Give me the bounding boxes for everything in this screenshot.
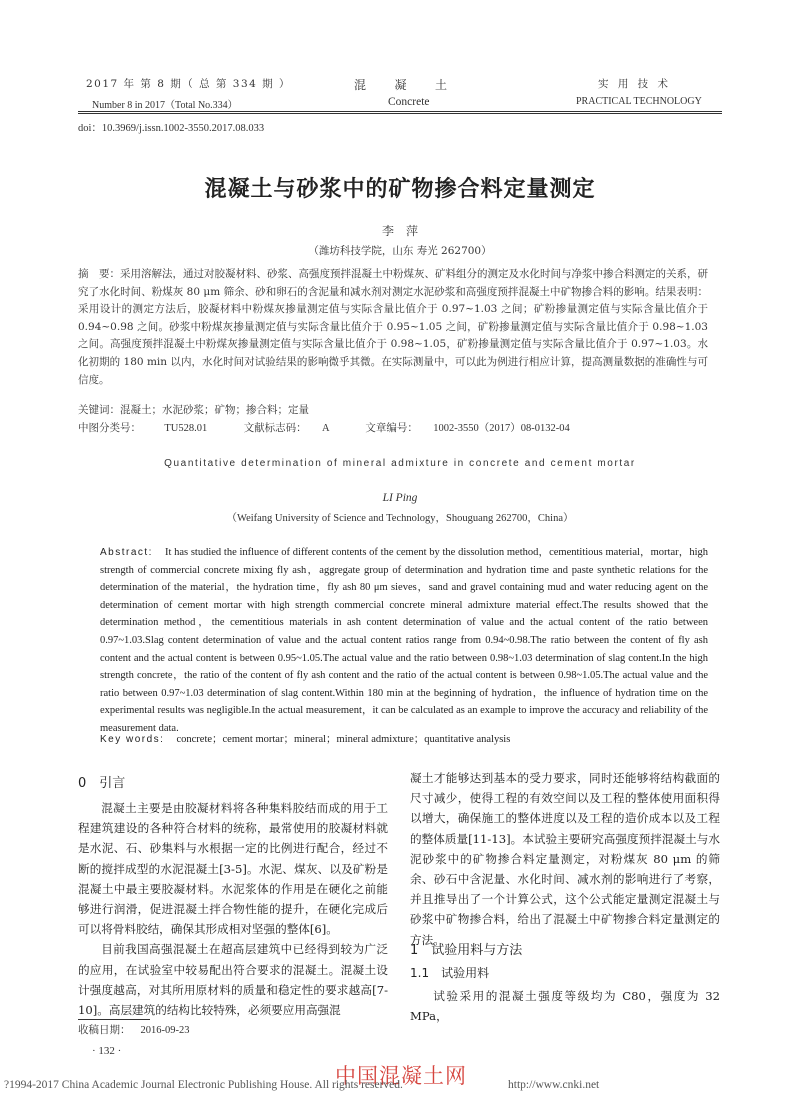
issue-number-cn: 2017 年 第 8 期（ 总 第 334 期 ） <box>86 78 291 90</box>
keywords-en-text: concrete；cement mortar；mineral；mineral admixture；quantitative analysis <box>176 734 511 745</box>
intro-paragraph-2: 目前我国高强混凝土在超高层建筑中已经得到较为广泛的应用，在试验室中较易配出符合要求的混凝土。混凝土设计强度越高，对其所用原材料的质量和稳定性的要求越高[7-10]。高层建筑的结构比较特殊，必须要应用高强混 <box>78 942 388 1018</box>
article-number-label: 文章编号： <box>365 422 418 434</box>
intro-paragraph-continued: 凝土才能够达到基本的受力要求，同时还能够将结构截面的尺寸减少，使得工程的有效空间以及工程的整体使用面积得以增大，确保施工的整体进度以及工程的造价成本以及工程的整体质量[11-13]。本试验主要研究高强度预拌混凝土与水泥砂浆中的矿物掺合料定量测定，对粉煤灰 80 μm 的筛余、砂石中含泥量、水化时间、减水剂的影响进行了考察，并且推导出了一个计算公式，这个公式能定量测定混凝土与砂浆中矿物掺合料，给出了混凝土中矿物掺合料定量测定的方法。 <box>410 771 720 947</box>
intro-paragraph-1: 混凝土主要是由胶凝材料将各种集料胶结而成的用于工程建筑建设的各种符合材料的统称，最常使用的胶凝材料就是水泥、石、砂集料与水根据一定的比例进行配合，经过不断的搅拌成型的水泥混凝土[3-5]。水泥、煤灰、以及矿粉是混凝土中最主要胶凝材料。水泥浆体的作用是在硬化之前能够进行润滑，促进混凝土拌合物性能的提升，在硬化完成后可以将骨料胶结，确保其形成相对坚强的整体[6]。 <box>78 801 388 937</box>
materials-paragraph-wrap <box>410 986 720 1026</box>
footnote-rule <box>78 1019 150 1020</box>
journal-name-cn: 混 凝 土 <box>354 78 449 92</box>
abstract-cn-label: 摘 要： <box>78 268 120 280</box>
doc-code-value: A <box>322 423 330 434</box>
abstract-en-label: Abstract: <box>100 547 153 558</box>
doi: doi：10.3969/j.issn.1002-3550.2017.08.033 <box>78 123 265 134</box>
section-0-heading: 0 引言 <box>78 776 126 791</box>
clc-value: TU528.01 <box>164 423 208 434</box>
doc-code-label: 文献标志码： <box>243 422 307 434</box>
paper-title-en: Quantitative determination of mineral admixture in concrete and cement mortar <box>164 458 636 469</box>
classification-line <box>78 420 718 438</box>
watermark: 中国混凝土网 <box>335 1064 467 1088</box>
footer-copyright: ?1994-2017 China Academic Journal Electronic Publishing House. All rights reserved. <box>4 1079 403 1091</box>
materials-paragraph: 试验采用的混凝土强度等级均为 C80，强度为 32 MPa， <box>410 989 720 1024</box>
footer-url: http://www.cnki.net <box>508 1079 600 1091</box>
section-1-1-heading: 1.1 试验用料 <box>410 966 490 980</box>
keywords-cn <box>78 402 708 420</box>
abstract-cn <box>78 266 708 389</box>
article-number-value: 1002-3550（2017）08-0132-04 <box>433 423 570 434</box>
received-date-value: 2016-09-23 <box>140 1025 190 1036</box>
issue-number-en: Number 8 in 2017（Total No.334） <box>92 100 238 111</box>
page-number: · 132 · <box>92 1045 122 1057</box>
header-rule <box>78 111 722 112</box>
column-name-cn: 实 用 技 术 <box>598 78 672 90</box>
affiliation: （潍坊科技学院，山东 寿光 262700） <box>308 245 492 257</box>
author: 李 萍 <box>381 224 418 238</box>
column-name-en: PRACTICAL TECHNOLOGY <box>576 96 702 107</box>
abstract-en-text: It has studied the influence of different contents of the cement by the dissolution method，cementitious material，mortar，high strength of commercial concrete mixing fly ash，aggregate group of determination and hydration time and paste synthetic relations for the determination of the material，the hydration time，fly ash 80 μm sieves，sand and gravel containing mud and water reducing agent on the determination of cement mortar with high strength commercial concrete mineral admixture material effect.The results showed that the determination method，the cementitious materials in ash content determination of value and the actual content of the ratio between 0.97~1.03.Slag content determination of value and the actual content ratios range from 0.94~0.98.The ratio between the content of fly ash content and the actual content is between 0.95~1.05.The actual value and the ratio between 0.98~1.03 determination of slag content.In the high strength concrete，the ratio of the content of fly ash content and the ratio of the actual content is between 0.98~1.05.The actual value and the ratio between 0.97~1.03 determination of slag content.Within 180 min at the beginning of hydration，the influence of hydration time on the experimental results was negligible.In the actual measurement，it can be calculated as an example to improve the accuracy and reliability of the measurement data. <box>100 547 708 734</box>
received-date <box>78 1022 190 1037</box>
keywords-cn-text: 混凝土；水泥砂浆；矿物；掺合料；定量 <box>120 404 309 416</box>
header-rule-2 <box>78 113 722 114</box>
received-date-label: 收稿日期： <box>78 1024 131 1036</box>
clc-label: 中图分类号： <box>78 422 141 434</box>
right-column-body <box>410 768 720 950</box>
section-1-heading: 1 试验用料与方法 <box>410 943 523 958</box>
abstract-cn-text: 采用溶解法，通过对胶凝材料、砂浆、高强度预拌混凝土中粉煤灰、矿料组分的测定及水化时间与净浆中掺合料测定的关系，研究了水化时间、粉煤灰 80 μm 筛余、砂和卵石的含泥量和减水剂对测定水泥砂浆和高强度预拌混凝土中矿物掺合料的影响。结果表明：采用设计的测定方法后，胶凝材料中粉煤灰掺量测定值与实际含量比值介于 0.97~1.03 之间；矿粉掺量测定值与实际含量比值介于 0.94~0.98 之间。砂浆中粉煤灰掺量测定值与实际含量比值介于 0.95~1.05 之间，矿粉掺量测定值与实际含量比值介于 0.98~1.03 之间。高强度预拌混凝土中粉煤灰掺量测定值与实际含量比值介于 0.98~1.05，矿粉掺量测定值与实际含量比值介于 0.97~1.03。水化初期的 180 min 以内，水化时间对试验结果的影响微乎其微。在实际测量中，可以此为例进行相应计算，提高测量数据的准确性与可信度。 <box>78 268 708 386</box>
author-en: LI Ping <box>382 492 418 504</box>
keywords-cn-label: 关键词： <box>78 404 120 416</box>
abstract-en <box>100 544 708 738</box>
keywords-en <box>100 731 708 749</box>
journal-name-en: Concrete <box>388 96 430 108</box>
affiliation-en: （Weifang University of Science and Technology，Shouguang 262700，China） <box>226 513 574 524</box>
paper-title: 混凝土与砂浆中的矿物掺合料定量测定 <box>204 177 596 202</box>
keywords-en-label: Key words: <box>100 734 165 745</box>
left-column-body <box>78 798 388 1020</box>
